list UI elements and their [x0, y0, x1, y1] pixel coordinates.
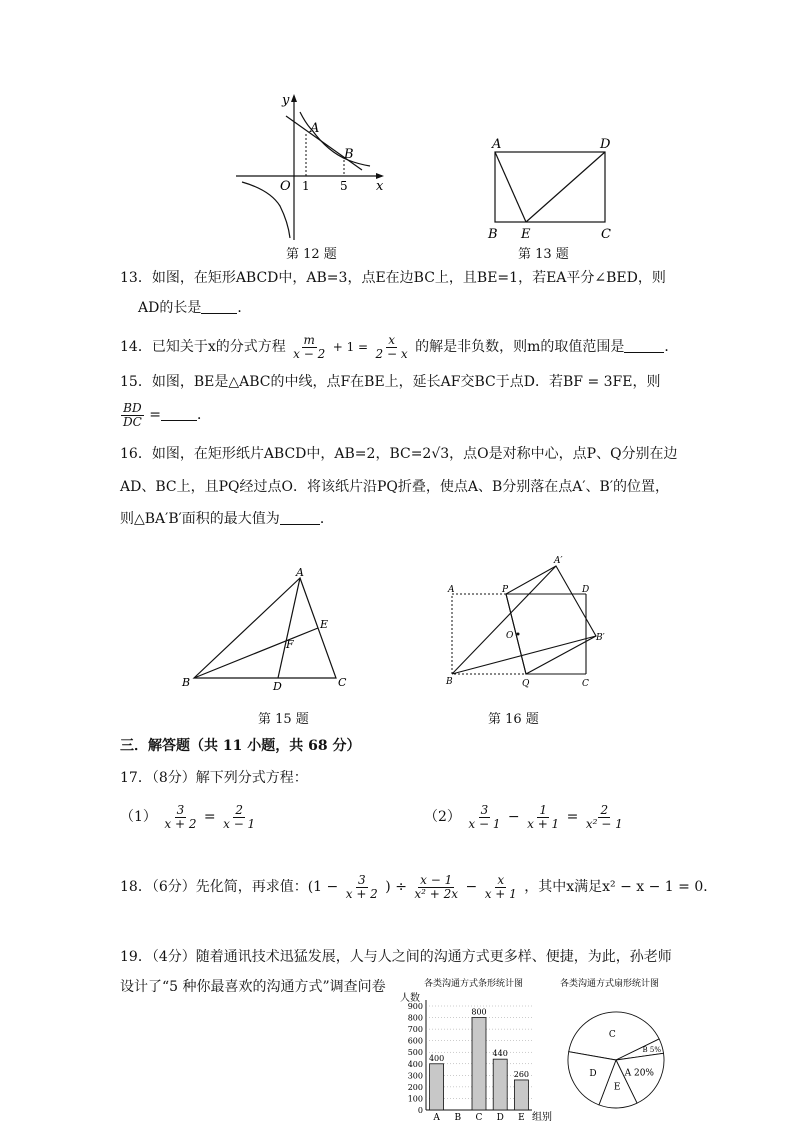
label-A: A	[448, 585, 455, 595]
q18-prefix: 18．（6分）先化简，再求值：(1 −	[120, 879, 339, 895]
label-E: E	[521, 227, 531, 242]
q18-frac-1	[344, 874, 380, 901]
figure-16	[440, 552, 620, 694]
figure-12	[230, 90, 390, 260]
q17-p1-eq: =	[203, 809, 216, 825]
pie-label: C	[608, 1029, 616, 1040]
figure-13	[484, 132, 624, 244]
q18-mid2: −	[465, 879, 478, 895]
segment-BA2	[452, 566, 556, 674]
q13-text: AD的长是	[138, 300, 202, 316]
q16-end: ．	[319, 511, 334, 527]
bar-ytick-label: 200	[407, 1082, 423, 1092]
q17-p2-frac-3-den: x² − 1	[585, 816, 623, 831]
label-y: y	[282, 93, 290, 108]
q14-end: ．	[664, 339, 679, 355]
label-A-prime: A′	[554, 556, 563, 566]
q16-text: 则△BA′B′面积的最大值为	[120, 511, 280, 527]
pie-label: E	[613, 1082, 621, 1093]
label-D: D	[582, 585, 590, 595]
q17-p2-label: （2）	[424, 809, 461, 825]
folded-quad	[506, 566, 596, 674]
label-O: O	[280, 179, 291, 194]
question-16-line1: 16．如图，在矩形纸片ABCD中，AB=2，BC=2√3，点O是对称中心，点P、Q分别在边	[120, 446, 678, 462]
q15-end: ．	[197, 407, 211, 423]
q17-p1-frac-2	[221, 804, 257, 831]
label-F: F	[286, 638, 294, 651]
label-B: B	[182, 676, 191, 689]
q18-frac-3	[483, 874, 519, 901]
q18-frac-1-den: x + 2	[345, 886, 378, 901]
bar-ytick-label: 100	[407, 1094, 423, 1104]
bar-chart	[396, 972, 556, 1123]
bar-ytick-label: 500	[407, 1048, 423, 1058]
q17-p2-frac-2-den: x + 1	[527, 816, 560, 831]
q17-p2-frac-1-num: 3	[480, 802, 489, 817]
segment-ED	[526, 152, 605, 222]
q18-frac-1-num: 3	[357, 872, 366, 887]
figure-15	[176, 566, 356, 696]
pie-chart	[558, 972, 688, 1123]
label-A: A	[296, 566, 304, 579]
question-17-stem: 17．（8分）解下列分式方程：	[120, 770, 308, 786]
bar-ytick-label: 900	[407, 1002, 423, 1011]
question-19-line1: 19．（4分）随着通讯技术迅猛发展，人与人之间的沟通方式更多样、便捷，为此，孙老师	[120, 949, 672, 965]
bar-ytick-label: 600	[407, 1036, 423, 1046]
q17-p2-frac-2-num: 1	[539, 802, 547, 817]
point-O	[517, 633, 520, 636]
q17-p1-frac-2-num: 2	[235, 802, 243, 817]
question-14	[120, 330, 678, 364]
q14-suffix: 的解是非负数，则m的取值范围是	[415, 339, 625, 355]
q13-answer-blank[interactable]	[201, 299, 237, 314]
bar-ytick-label: 700	[407, 1025, 423, 1035]
q14-prefix: 14．已知关于x的分式方程	[120, 339, 286, 355]
q15-frac-den: DC	[123, 414, 142, 429]
bar-E	[514, 1080, 528, 1110]
question-15-line1: 15．如图，BE是△ABC的中线，点F在BE上，延长AF交BC于点D．若BF = 3FE，则	[120, 374, 661, 390]
segment-BB2	[452, 636, 596, 674]
q14-mid: + 1 =	[332, 340, 369, 354]
question-13-line2	[138, 298, 251, 318]
q17-p2-frac-2	[525, 804, 561, 831]
figure-15-caption: 第 15 题	[258, 712, 309, 727]
question-16-line3	[120, 509, 334, 529]
q18-frac-2-den: x² + 2x	[414, 886, 459, 901]
figure-12-caption: 第 12 题	[286, 247, 337, 262]
label-B-prime: B′	[596, 633, 605, 643]
q17-p1-frac-1	[162, 804, 198, 831]
q17-p2-minus: −	[507, 809, 520, 825]
label-D: D	[273, 680, 282, 693]
pie-chart-title: 各类沟通方式扇形统计图	[560, 979, 660, 989]
label-B: B	[344, 147, 354, 162]
q16-answer-blank[interactable]	[280, 510, 320, 525]
label-C: C	[601, 227, 611, 242]
q14-answer-blank[interactable]	[624, 338, 664, 353]
q15-frac-num: BD	[123, 400, 142, 415]
q18-suffix: ，其中x满足x² − x − 1 = 0．	[524, 879, 718, 895]
label-C: C	[582, 679, 589, 689]
q18-frac-3-num: x	[497, 872, 505, 887]
q17-p2-frac-3-num: 2	[600, 802, 609, 817]
q17-p2-frac-1	[466, 804, 502, 831]
label-O: O	[506, 631, 514, 641]
q14-frac-2-den: 2 − x	[375, 346, 408, 361]
bar-value-label: 260	[513, 1069, 530, 1079]
pie-label: B 5%	[642, 1046, 662, 1055]
segment-AE	[495, 152, 526, 222]
tick-1: 1	[302, 179, 310, 193]
q18-frac-2-num: x − 1	[420, 872, 453, 887]
segment-BE	[194, 628, 318, 678]
bar-A	[430, 1064, 444, 1110]
question-13-line1: 13．如图，在矩形ABCD中，AB=3，点E在边BC上，且BE=1，若EA平分∠BED，则	[120, 270, 666, 286]
q14-frac-1-den: x − 2	[293, 346, 326, 361]
bar-value-label: 440	[492, 1049, 508, 1059]
tick-5: 5	[340, 179, 348, 193]
bar-D	[493, 1059, 507, 1110]
label-x: x	[376, 179, 384, 194]
segment-AD	[278, 578, 300, 678]
label-B: B	[488, 227, 498, 242]
q14-frac-2-num: x	[388, 332, 395, 347]
q15-answer-blank[interactable]	[161, 406, 197, 421]
question-17-part1	[120, 800, 258, 834]
bar-chart-title: 各类沟通方式条形统计图	[424, 979, 524, 989]
label-P: P	[502, 585, 509, 595]
label-Q: Q	[522, 679, 530, 689]
label-D: D	[600, 137, 611, 152]
triangle-ABC	[194, 578, 336, 678]
q15-eq: =	[149, 407, 161, 423]
pie-label: D	[589, 1069, 597, 1080]
bar-category-label: C	[475, 1113, 483, 1123]
q14-frac-2	[374, 334, 410, 361]
bar-value-label: 800	[471, 1007, 487, 1017]
rectangle-ABCD	[495, 152, 605, 222]
pie-label: A 20%	[624, 1068, 654, 1079]
q17-p2-frac-3	[584, 804, 625, 831]
q17-p2-eq: =	[566, 809, 579, 825]
bar-category-label: E	[518, 1113, 525, 1123]
figure-13-caption: 第 13 题	[518, 247, 569, 262]
q17-p1-frac-2-den: x − 1	[223, 816, 256, 831]
bar-category-label: B	[454, 1113, 462, 1123]
q13-end: ．	[237, 300, 252, 316]
bar-value-label: 400	[428, 1053, 445, 1063]
question-18	[120, 870, 717, 904]
q15-frac	[121, 402, 144, 429]
question-19-line2: 设计了“5 种你最喜欢的沟通方式”调查问卷	[120, 979, 386, 995]
label-C: C	[338, 676, 347, 689]
label-A: A	[492, 137, 502, 152]
question-15-line2	[120, 398, 211, 432]
q14-frac-1	[291, 334, 327, 361]
bar-ytick-label: 800	[407, 1013, 423, 1023]
q18-frac-2	[412, 874, 460, 901]
bar-chart-xlabel: 组别	[532, 1112, 552, 1123]
y-axis-arrow	[291, 94, 297, 102]
bar-ytick-label: 0	[417, 1106, 423, 1115]
bar-chart-ylabel: 人数	[400, 993, 420, 1004]
q17-p2-frac-1-den: x − 1	[468, 816, 501, 831]
bar-ytick-label: 300	[407, 1071, 423, 1081]
bar-ytick-label: 400	[407, 1059, 423, 1069]
q18-frac-3-den: x + 1	[484, 886, 517, 901]
question-17-part2	[424, 800, 626, 834]
bar-C	[472, 1018, 486, 1110]
label-A: A	[310, 121, 320, 136]
q17-p1-frac-1-num: 3	[176, 802, 185, 817]
label-E: E	[320, 618, 329, 631]
q17-p1-label: （1）	[120, 809, 157, 825]
section-3-title: 三．解答题（共 11 小题，共 68 分）	[120, 738, 361, 754]
bar-category-label: A	[433, 1113, 440, 1123]
bar-category-label: D	[496, 1113, 504, 1123]
q18-mid1: ) ÷	[385, 879, 407, 895]
question-16-line2: AD、BC上，且PQ经过点O．将该纸片沿PQ折叠，使点A、B分别落在点A′、B′的位置，	[120, 479, 670, 495]
figure-16-caption: 第 16 题	[488, 712, 539, 727]
label-B: B	[446, 677, 453, 687]
q14-frac-1-num: m	[303, 332, 315, 347]
q17-p1-frac-1-den: x + 2	[164, 816, 197, 831]
